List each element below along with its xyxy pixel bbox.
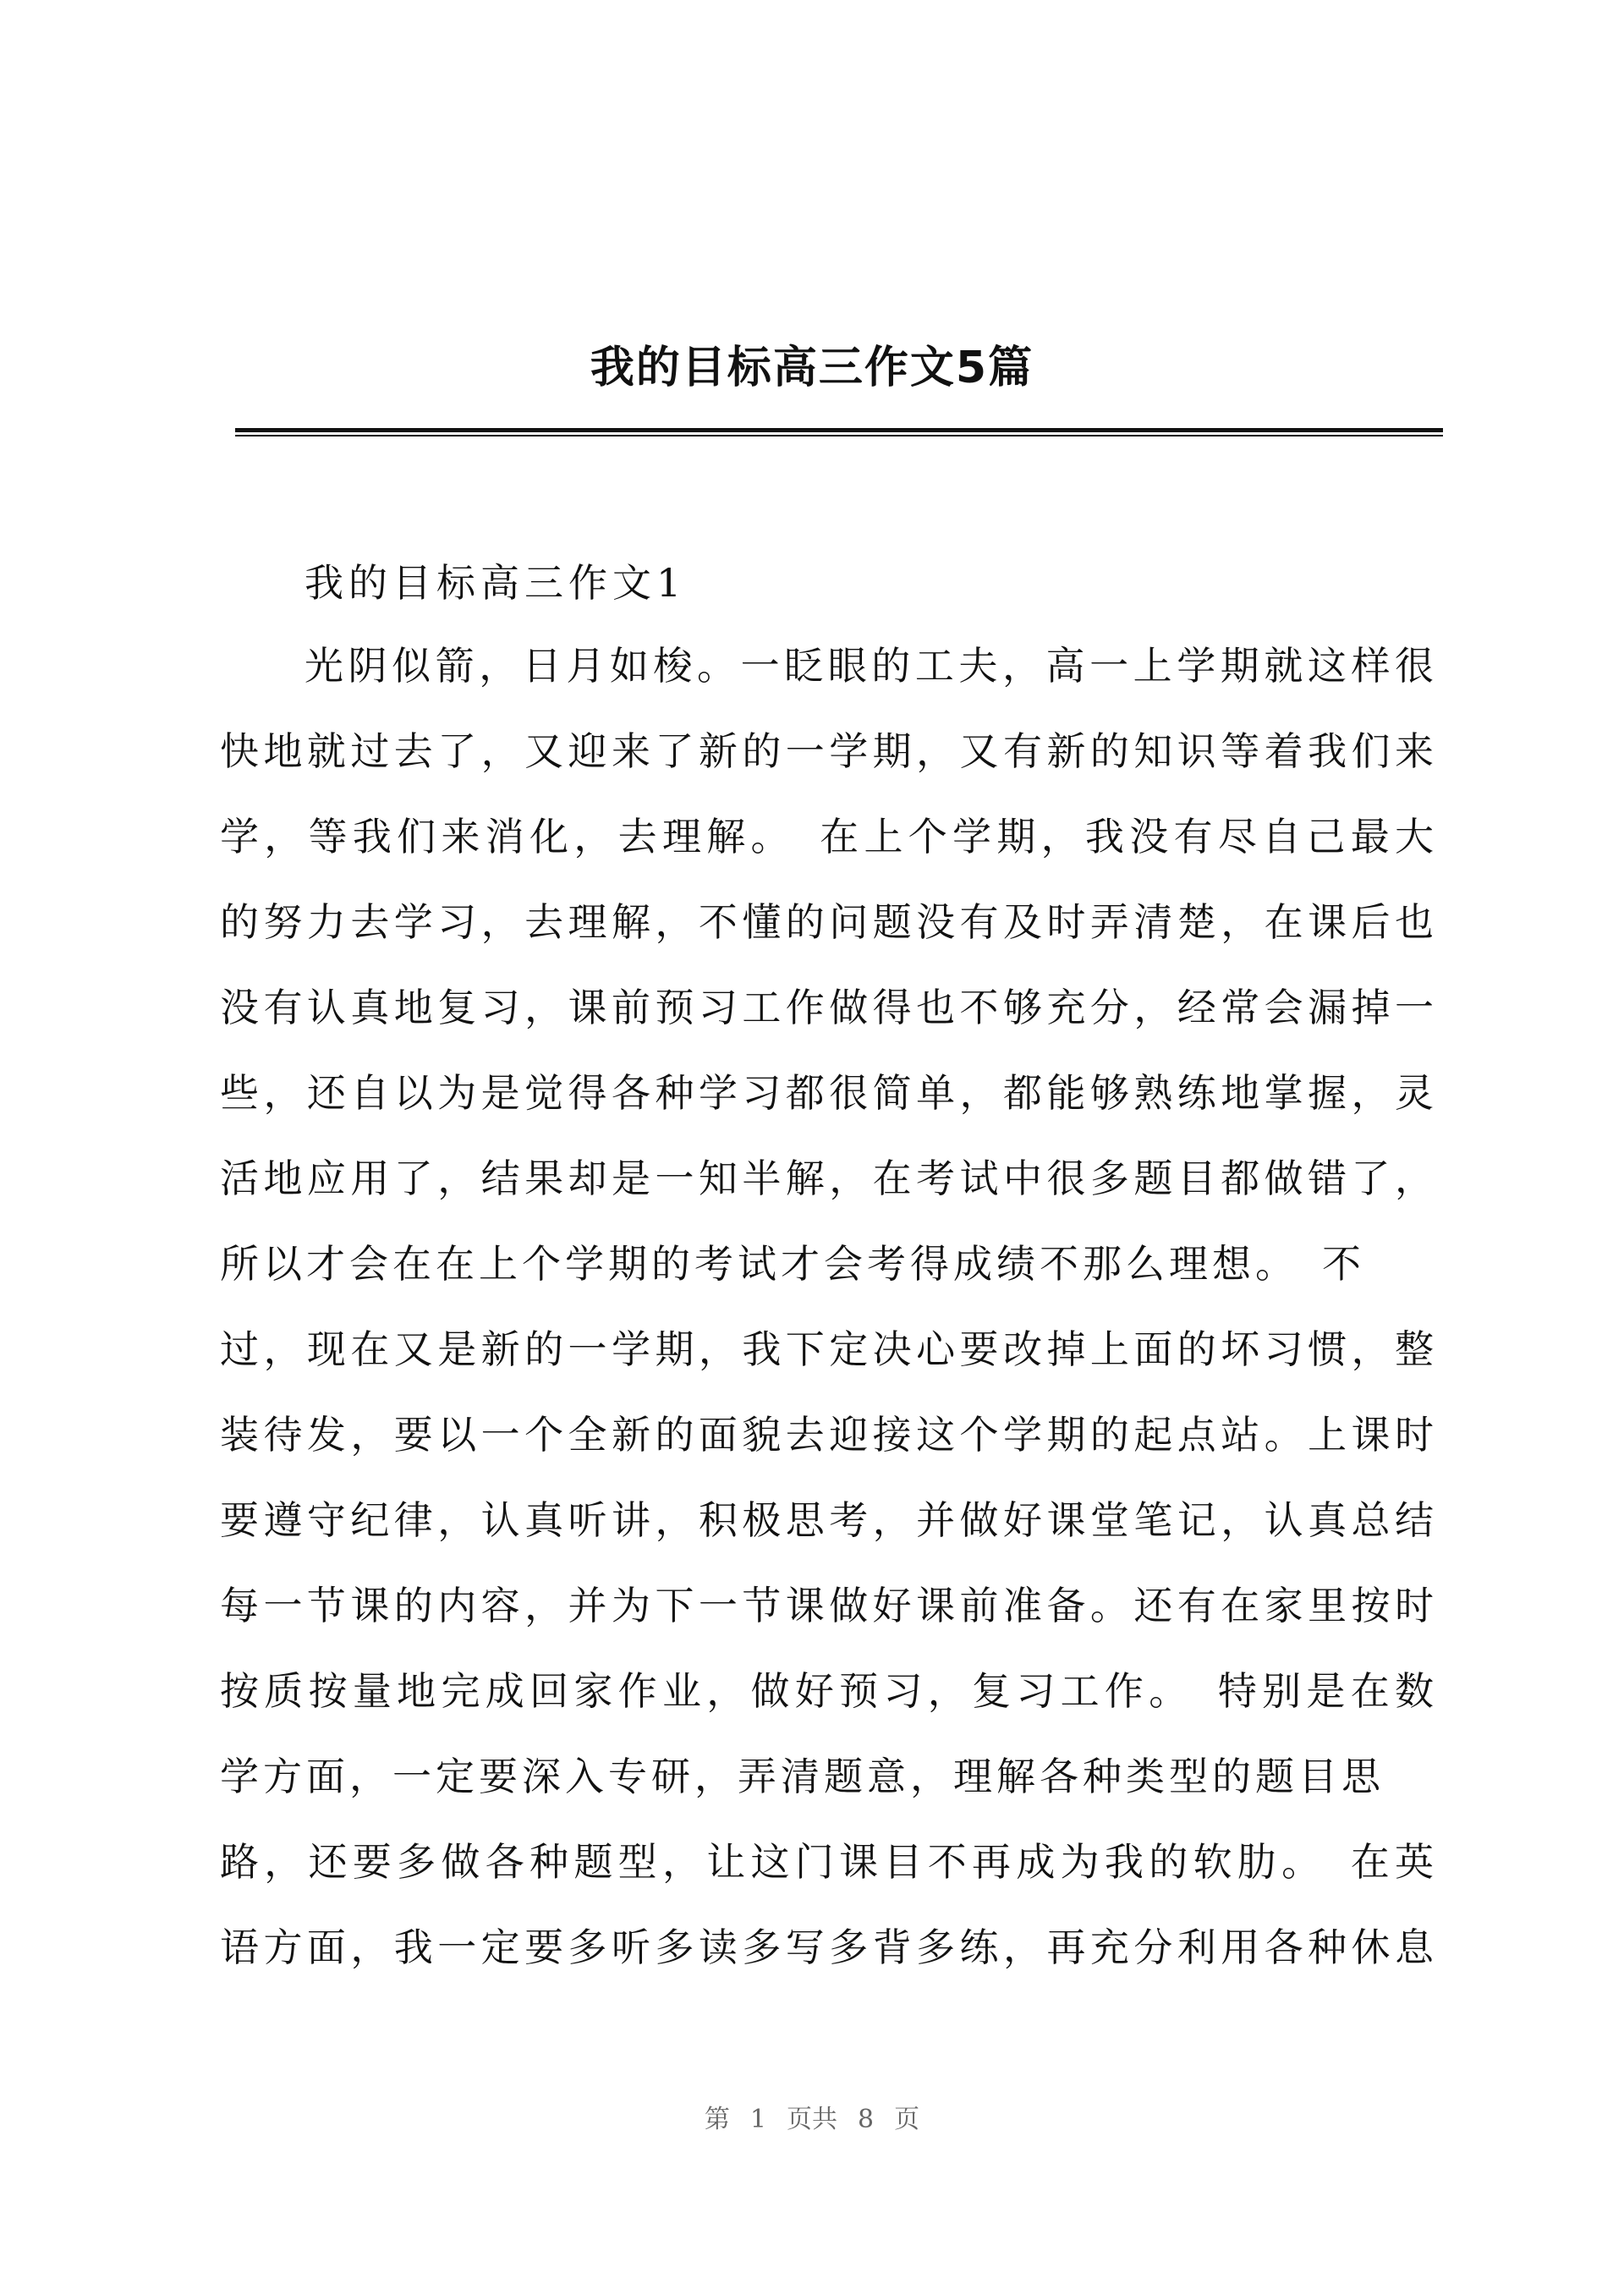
document-title: 我的目标高三作文5篇 (590, 343, 1034, 393)
section-heading: 我的目标高三作文1 (304, 560, 687, 606)
footer-mid: 页共 (787, 2105, 837, 2134)
text-line: 要遵守纪律，认真听讲，积极思考，并做好课堂笔记，认真总结 (220, 1497, 1434, 1543)
footer-suffix: 页 (894, 2105, 920, 2134)
text-line: 学，等我们来消化，去理解。 在上个学期，我没有尽自己最大 (220, 814, 1434, 859)
footer-total-pages: 8 (858, 2105, 875, 2134)
text-line: 所以才会在在上个学期的考试才会考得成绩不那么理想。 不 (220, 1241, 1365, 1287)
text-line: 过，现在又是新的一学期，我下定决心要改掉上面的坏习惯，整 (220, 1326, 1434, 1372)
footer-current-page: 1 (749, 2105, 766, 2134)
text-line: 按质按量地完成回家作业，做好预习，复习工作。 特别是在数 (220, 1668, 1434, 1714)
text-line: 快地就过去了，又迎来了新的一学期，又有新的知识等着我们来 (220, 728, 1434, 774)
text-line: 装待发，要以一个全新的面貌去迎接这个学期的起点站。上课时 (220, 1412, 1434, 1458)
text-line: 活地应用了，结果却是一知半解，在考试中很多题目都做错了， (220, 1156, 1434, 1201)
text-line: 些，还自以为是觉得各种学习都很简单，都能够熟练地掌握，灵 (220, 1070, 1434, 1116)
text-line: 的努力去学习，去理解，不懂的问题没有及时弄清楚，在课后也 (220, 899, 1434, 945)
page-footer (0, 2098, 1624, 2135)
text-line: 每一节课的内容，并为下一节课做好课前准备。还有在家里按时 (220, 1583, 1434, 1628)
title-divider (235, 428, 1443, 436)
text-line: 没有认真地复习，课前预习工作做得也不够充分，经常会漏掉一 (220, 985, 1434, 1030)
text-line: 语方面，我一定要多听多读多写多背多练，再充分利用各种休息 (220, 1924, 1434, 1970)
text-line: 光阴似箭，日月如梭。一眨眼的工夫，高一上学期就这样很 (304, 643, 1434, 689)
text-line: 路，还要多做各种题型，让这门课目不再成为我的软肋。 在英 (220, 1839, 1434, 1885)
text-line: 学方面，一定要深入专研，弄清题意，理解各种类型的题目思 (220, 1754, 1385, 1799)
footer-prefix: 第 (704, 2105, 730, 2134)
